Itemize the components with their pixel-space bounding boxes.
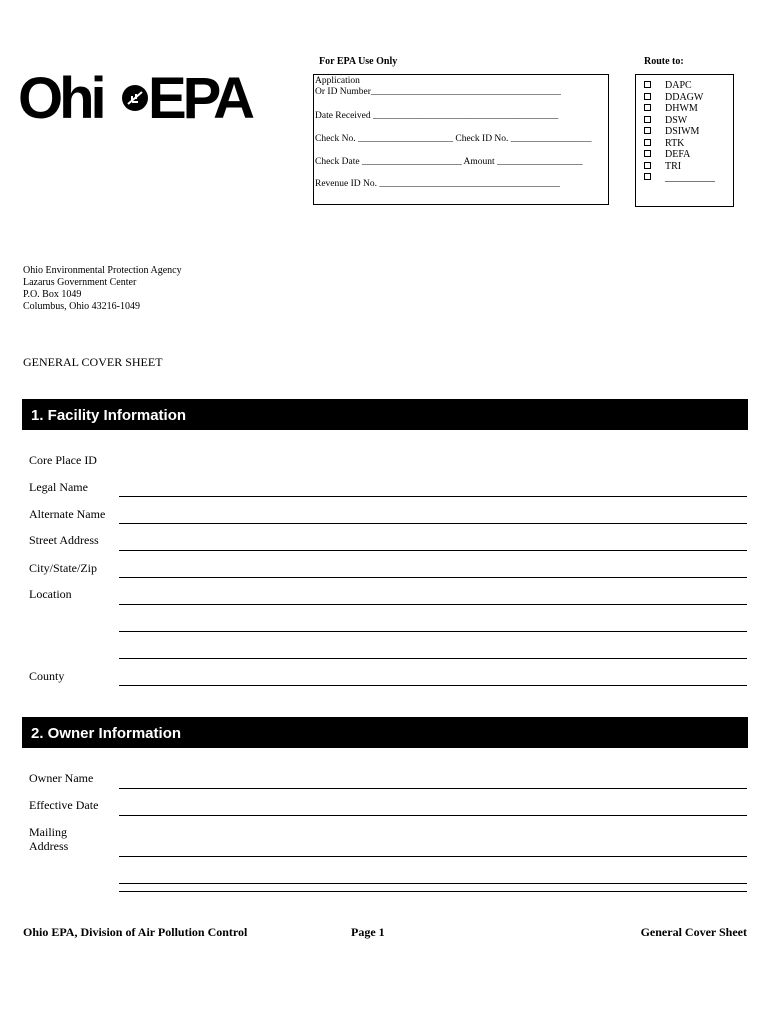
street-address-label: Street Address: [29, 533, 99, 547]
svg-text:Ohi: Ohi: [18, 66, 103, 131]
route-item-dapc[interactable]: DAPC: [644, 80, 692, 91]
route-item-dsiwm[interactable]: DSIWM: [644, 126, 699, 137]
route-box: [635, 74, 734, 207]
route-item-dhwm[interactable]: DHWM: [644, 103, 698, 114]
check-date-amount-field[interactable]: Check Date _____________________ Amount __________________: [315, 157, 583, 167]
route-item-tri[interactable]: TRI: [644, 161, 681, 172]
checkbox-icon[interactable]: [644, 162, 651, 169]
street-address-input[interactable]: [119, 550, 747, 551]
mailing-address-input-1[interactable]: [119, 856, 747, 857]
legal-name-input[interactable]: [119, 496, 747, 497]
checkbox-icon[interactable]: [644, 81, 651, 88]
owner-name-label: Owner Name: [29, 771, 94, 785]
ohio-epa-logo: [18, 66, 251, 131]
footer-page-number: Page 1: [351, 925, 385, 939]
city-state-zip-input[interactable]: [119, 577, 747, 578]
location-label: Location: [29, 587, 72, 601]
mailing-address-label-2: Address: [29, 839, 69, 853]
route-heading: Route to:: [644, 56, 684, 67]
effective-date-label: Effective Date: [29, 798, 99, 812]
date-received-field[interactable]: Date Received _______________________________________: [315, 111, 559, 121]
alternate-name-label: Alternate Name: [29, 507, 106, 521]
agency-city: Columbus, Ohio 43216-1049: [23, 301, 140, 312]
svg-text:EPA: EPA: [148, 66, 251, 131]
route-item-ddagw[interactable]: DDAGW: [644, 92, 703, 103]
location-input-1[interactable]: [119, 604, 747, 605]
route-item-rtk[interactable]: RTK: [644, 138, 684, 149]
sheet-title: GENERAL COVER SHEET: [23, 355, 163, 369]
ohio-epa-logo-mark: [18, 66, 251, 131]
footer-rule: [119, 891, 747, 892]
county-input[interactable]: [119, 685, 747, 686]
checkbox-icon[interactable]: [644, 173, 651, 180]
agency-address: [23, 265, 182, 313]
epa-use-heading: For EPA Use Only: [319, 56, 398, 67]
owner-name-input[interactable]: [119, 788, 747, 789]
county-label: County: [29, 669, 65, 683]
checkbox-icon[interactable]: [644, 93, 651, 100]
mailing-address-label-1: Mailing: [29, 825, 67, 839]
checkbox-icon[interactable]: [644, 116, 651, 123]
check-number-field[interactable]: Check No. ____________________ Check ID No. _________________: [315, 134, 592, 144]
core-place-id-label: Core Place ID: [29, 453, 97, 467]
route-item-other[interactable]: __________: [644, 172, 715, 183]
section-owner-header: 2. Owner Information: [22, 717, 748, 748]
route-item-dsw[interactable]: DSW: [644, 115, 687, 126]
revenue-id-field[interactable]: Revenue ID No. ______________________________________: [315, 179, 560, 189]
alternate-name-input[interactable]: [119, 523, 747, 524]
city-state-zip-label: City/State/Zip: [29, 561, 97, 575]
location-input-2[interactable]: [119, 631, 747, 632]
checkbox-icon[interactable]: [644, 127, 651, 134]
epa-use-box: [313, 74, 609, 205]
mailing-address-input-2[interactable]: [119, 883, 747, 884]
agency-name: Ohio Environmental Protection Agency: [23, 265, 182, 276]
checkbox-icon[interactable]: [644, 150, 651, 157]
application-label: Application: [315, 76, 360, 86]
section-facility-header: 1. Facility Information: [22, 399, 748, 430]
route-item-defa[interactable]: DEFA: [644, 149, 690, 160]
footer-sheet-name: General Cover Sheet: [640, 925, 747, 939]
legal-name-label: Legal Name: [29, 480, 88, 494]
agency-building: Lazarus Government Center: [23, 277, 137, 288]
effective-date-input[interactable]: [119, 815, 747, 816]
checkbox-icon[interactable]: [644, 139, 651, 146]
leaf-icon: [122, 85, 148, 111]
agency-pobox: P.O. Box 1049: [23, 289, 82, 300]
checkbox-icon[interactable]: [644, 104, 651, 111]
id-number-field[interactable]: Or ID Number________________________________________: [315, 87, 561, 97]
location-input-3[interactable]: [119, 658, 747, 659]
footer-division: Ohio EPA, Division of Air Pollution Control: [23, 925, 248, 939]
